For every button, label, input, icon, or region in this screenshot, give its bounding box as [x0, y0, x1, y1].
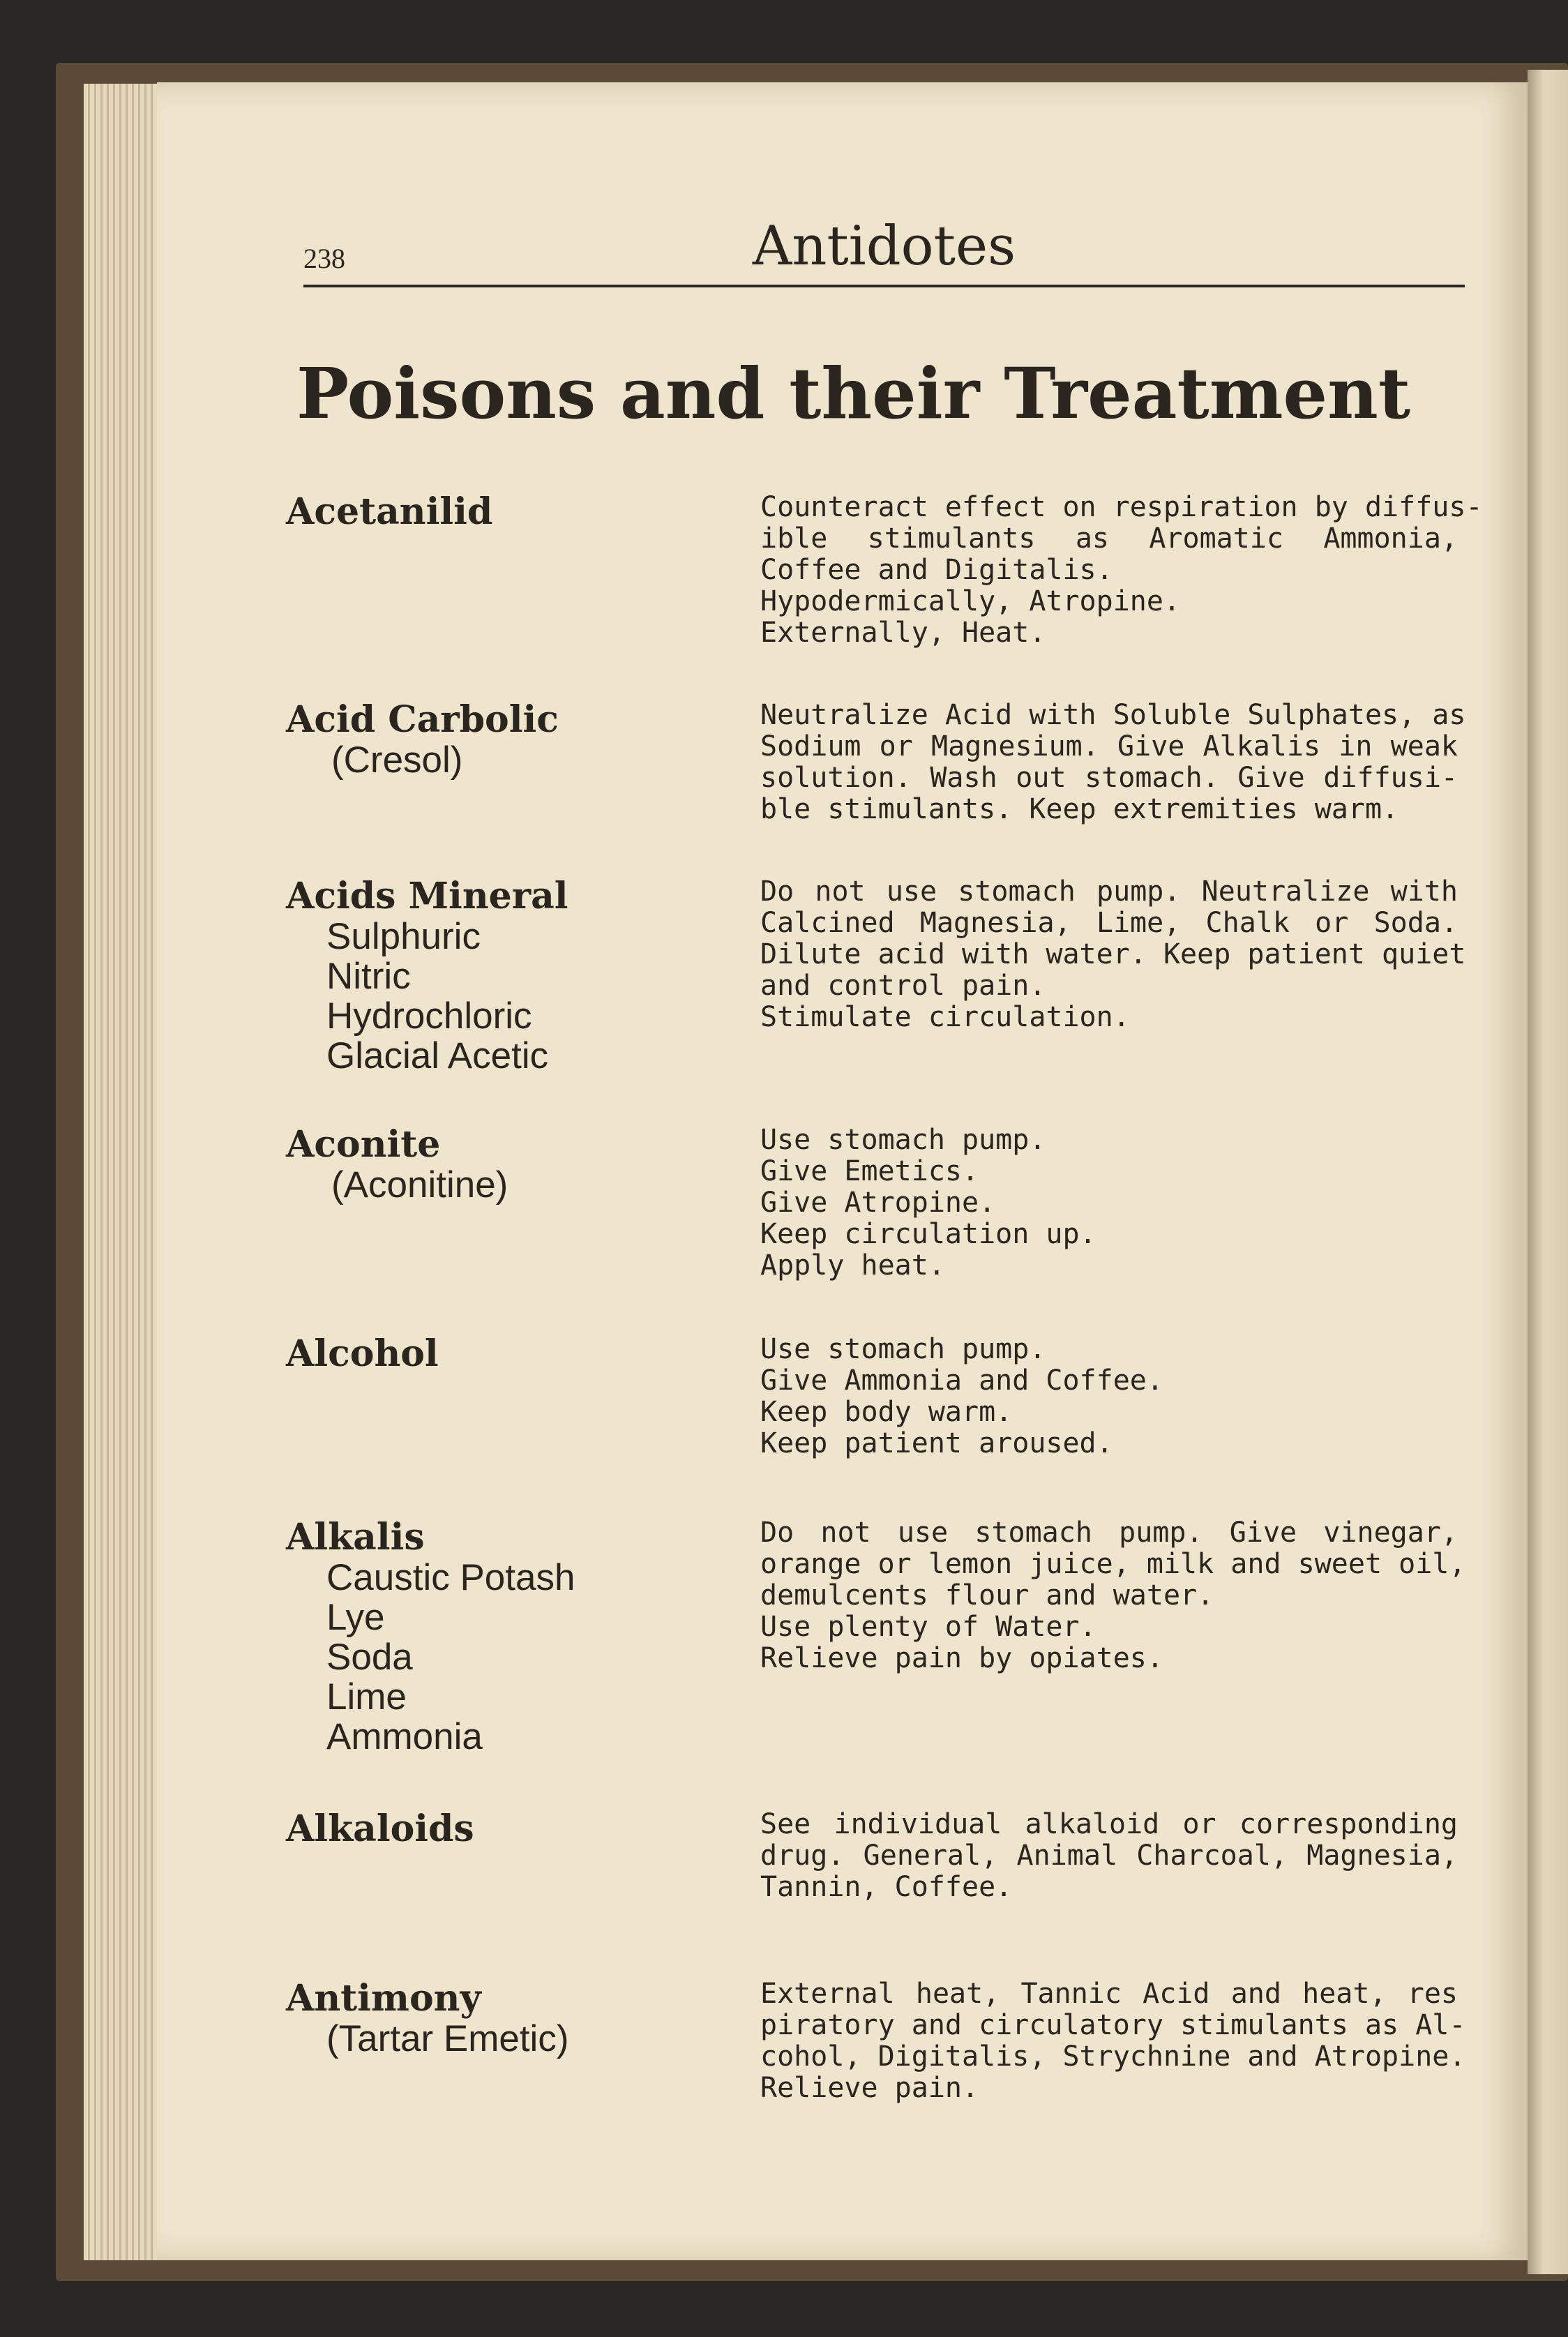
poison-name: Alkaloids — [286, 1808, 474, 1850]
treatment-line: Dilute acid with water. Keep patient quiet — [760, 938, 1466, 970]
treatment-line: Keep patient aroused. — [760, 1427, 1113, 1459]
treatment-line: and control pain. — [760, 970, 1046, 1002]
running-head: Antidotes — [752, 215, 1016, 278]
poison-label — [286, 1125, 732, 1205]
page-edges — [84, 84, 160, 2260]
treatment-line: ible stimulants as Aromatic Ammonia, — [760, 523, 1458, 555]
treatment-line: Relieve pain. — [760, 2072, 979, 2104]
poison-variant: Lime — [326, 1676, 407, 1718]
next-page-edge — [1528, 70, 1568, 2274]
poison-variant: Soda — [326, 1637, 413, 1678]
treatment-line: solution. Wash out stomach. Give diffusi- — [760, 762, 1458, 794]
treatment-line: Relieve pain by opiates. — [760, 1642, 1163, 1674]
treatment-line: Externally, Heat. — [760, 617, 1046, 649]
poison-label — [286, 1809, 732, 1849]
poison-name: Acid Carbolic — [286, 698, 559, 741]
treatment-line: drug. General, Animal Charcoal, Magnesia, — [760, 1840, 1458, 1872]
treatment-text — [760, 1517, 1466, 1674]
poison-variant: Ammonia — [326, 1716, 483, 1757]
poison-variant: Glacial Acetic — [326, 1035, 549, 1076]
poison-name: Alkalis — [286, 1516, 425, 1558]
poison-name: Antimony — [286, 1977, 481, 2020]
treatment-line: ble stimulants. Keep extremities warm. — [760, 793, 1399, 825]
poison-variant: Nitric — [326, 956, 411, 997]
poison-label — [286, 700, 732, 780]
treatment-line: Keep body warm. — [760, 1396, 1013, 1428]
poison-label — [286, 876, 732, 1076]
treatment-line: See individual alkaloid or corresponding — [760, 1808, 1458, 1840]
treatment-line: Use plenty of Water. — [760, 1611, 1096, 1643]
poison-variant: Lye — [326, 1597, 385, 1638]
treatment-line: Do not use stomach pump. Neutralize with — [760, 876, 1458, 908]
treatment-text — [760, 1809, 1458, 1903]
treatment-line: Counteract effect on respiration by diffus- — [760, 491, 1483, 523]
poison-variant: Caustic Potash — [326, 1557, 575, 1598]
poison-variant: (Tartar Emetic) — [326, 2018, 569, 2059]
poison-name: Acetanilid — [286, 490, 493, 533]
treatment-line: demulcents flour and water. — [760, 1579, 1214, 1611]
treatment-text — [760, 1125, 1458, 1282]
treatment-line: Neutralize Acid with Soluble Sulphates, as — [760, 699, 1466, 731]
poison-label — [286, 492, 732, 532]
page-number: 238 — [303, 243, 345, 274]
treatment-line: Use stomach pump. — [760, 1333, 1046, 1365]
poison-label — [286, 1978, 732, 2059]
poison-variant: (Cresol) — [331, 739, 463, 781]
treatment-text — [760, 1978, 1466, 2104]
treatment-line: Sodium or Magnesium. Give Alkalis in weak — [760, 730, 1458, 762]
treatment-line: Give Ammonia and Coffee. — [760, 1365, 1163, 1397]
treatment-line: orange or lemon juice, milk and sweet oil, — [760, 1548, 1466, 1580]
treatment-text — [760, 699, 1466, 825]
treatment-line: Stimulate circulation. — [760, 1001, 1130, 1033]
treatment-line: Tannin, Coffee. — [760, 1871, 1013, 1903]
poison-variant: (Aconitine) — [331, 1164, 508, 1205]
treatment-line: Hypodermically, Atropine. — [760, 585, 1181, 617]
treatment-text — [760, 1334, 1458, 1459]
poison-name: Acids Mineral — [286, 875, 568, 917]
treatment-line: Use stomach pump. — [760, 1124, 1046, 1156]
poison-name: Alcohol — [286, 1332, 439, 1375]
treatment-line: Keep circulation up. — [760, 1218, 1096, 1250]
poison-variant: Hydrochloric — [326, 995, 532, 1037]
treatment-line: cohol, Digitalis, Strychnine and Atropine. — [760, 2041, 1466, 2073]
poison-variant: Sulphuric — [326, 916, 481, 957]
treatment-line: Coffee and Digitalis. — [760, 554, 1113, 586]
treatment-line: Calcined Magnesia, Lime, Chalk or Soda. — [760, 907, 1458, 939]
treatment-text — [760, 491, 1483, 649]
page-header — [303, 201, 1465, 287]
poison-name: Aconite — [286, 1123, 441, 1166]
treatment-line: Give Atropine. — [760, 1187, 996, 1219]
treatment-text — [760, 876, 1466, 1033]
poison-label — [286, 1334, 732, 1374]
treatment-line: piratory and circulatory stimulants as Al- — [760, 2009, 1466, 2041]
page-title: Poisons and their Treatment — [296, 352, 1411, 435]
poison-label — [286, 1517, 732, 1757]
treatment-line: Apply heat. — [760, 1249, 945, 1282]
treatment-line: Do not use stomach pump. Give vinegar, — [760, 1517, 1458, 1549]
treatment-line: External heat, Tannic Acid and heat, res — [760, 1978, 1458, 2010]
treatment-line: Give Emetics. — [760, 1155, 979, 1187]
